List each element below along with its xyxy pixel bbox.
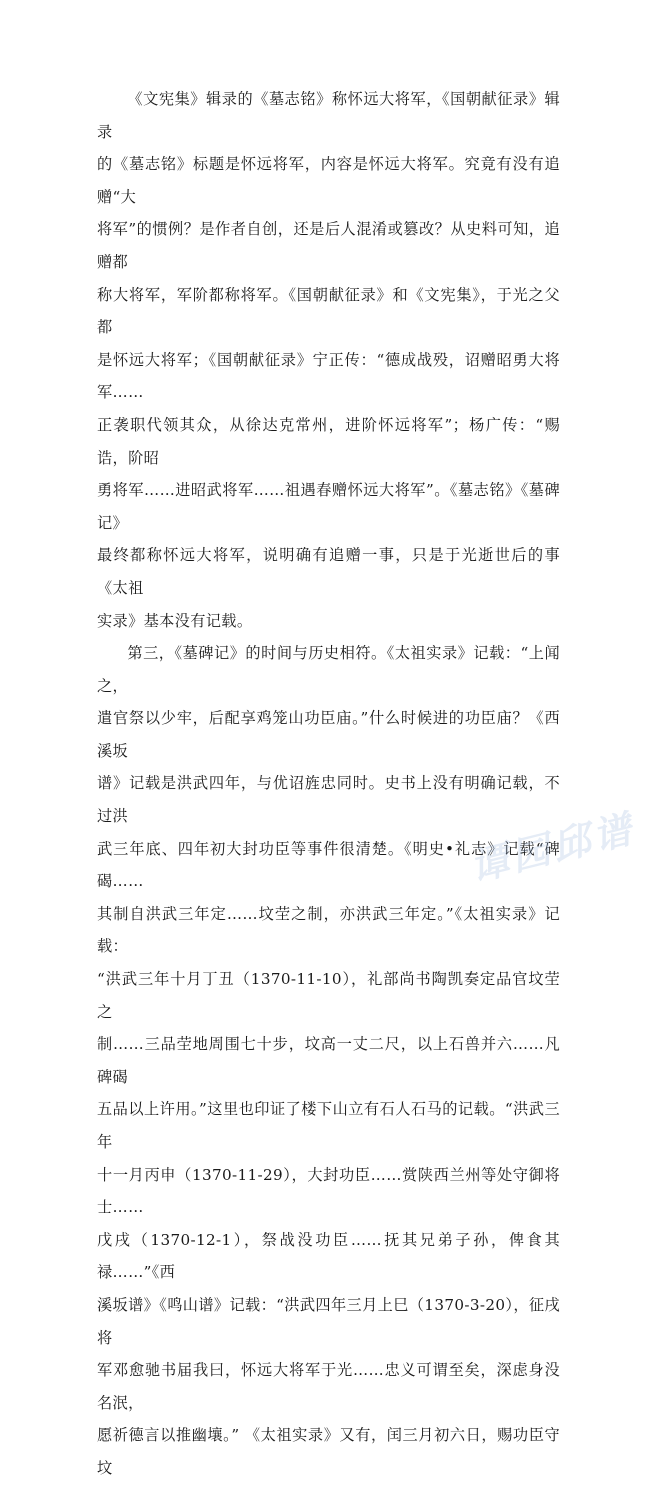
paragraph-1-line: 的《墓志铭》标题是怀远将军，内容是怀远大将军。究竟有没有追赠“大 [97,155,560,206]
paragraph-2-line: 十一月丙申（1370-11-29），大封功臣……赏陕西兰州等处守御将士…… [97,1165,560,1217]
paragraph-2-line: 五品以上许用。”这里也印证了楼下山立有石人石马的记载。“洪武三年 [97,1100,560,1151]
paragraph-2-line: 第三，《墓碑记》的时间与历史相符。《太祖实录》记载：“上闻之， [97,644,560,695]
paragraph-2-line: 武三年底、四年初大封功臣等事件很清楚。《明史•礼志》记载“碑碣…… [97,839,560,891]
paragraph-1 [97,83,560,637]
watermark: 谭园邱谱 [465,805,640,890]
paragraph-1-line: 是怀远大将军；《国朝献征录》宁正传：“德成战殁，诏赠昭勇大将军…… [97,350,560,402]
paragraph-1-line: 勇将军……进昭武将军……祖遇春赠怀远大将军”。《墓志铭》《墓碑记》 [97,481,560,532]
paragraph-2-line: 制……三品茔地周围七十步，坟高一丈二尺，以上石兽并六……凡碑碣 [97,1035,560,1086]
paragraph-2-line: 军邓愈驰书届我曰，怀远大将军于光……忠义可谓至矣，深虑身没名泯， [97,1361,560,1412]
paragraph-1-line: 正袭职代领其众，从徐达克常州，进阶怀远将军”；杨广传：“赐诰，阶昭 [97,415,560,467]
paragraph-2-line: 戊戌（1370-12-1），祭战没功臣……抚其兄弟子孙，俾食其禄……”《西 [97,1230,560,1282]
paragraph-1-line: 称大将军，军阶都称将军。《国朝献征录》和《文宪集》，于光之父都 [97,285,560,337]
paragraph-2 [97,637,560,1484]
paragraph-1-line: 《文宪集》辑录的《墓志铭》称怀远大将军，《国朝献征录》辑录 [97,90,560,141]
paragraph-2-line: 其制自洪武三年定……坟茔之制，亦洪武三年定。”《太祖实录》记载： [97,904,560,956]
paragraph-2-line: “洪武三年十月丁丑（1370-11-10），礼部尚书陶凯奏定品官坟茔之 [97,970,560,1021]
paragraph-1-line: 实录》基本没有记载。 [97,611,253,630]
paragraph-1-line: 将军”的惯例？是作者自创，还是后人混淆或篡改？从史料可知，追赠都 [97,220,560,271]
paragraph-2-line: 遣官祭以少牢，后配享鸡笼山功臣庙。”什么时候进的功臣庙？《西溪坂 [97,709,560,760]
paragraph-2-line: 溪坂谱》《鸣山谱》记载：“洪武四年三月上巳（1370-3-20），征戌将 [97,1295,560,1347]
paragraph-2-line: 谱》记载是洪武四年，与优诏旌忠同时。史书上没有明确记载，不过洪 [97,774,560,826]
document-body [97,83,560,1485]
paragraph-1-line: 最终都称怀远大将军，说明确有追赠一事，只是于光逝世后的事《太祖 [97,546,560,597]
paragraph-2-line: 愿祈德言以推幽壤。” 《太祖实录》又有，闰三月初六日，赐功臣守坟 [97,1426,560,1477]
